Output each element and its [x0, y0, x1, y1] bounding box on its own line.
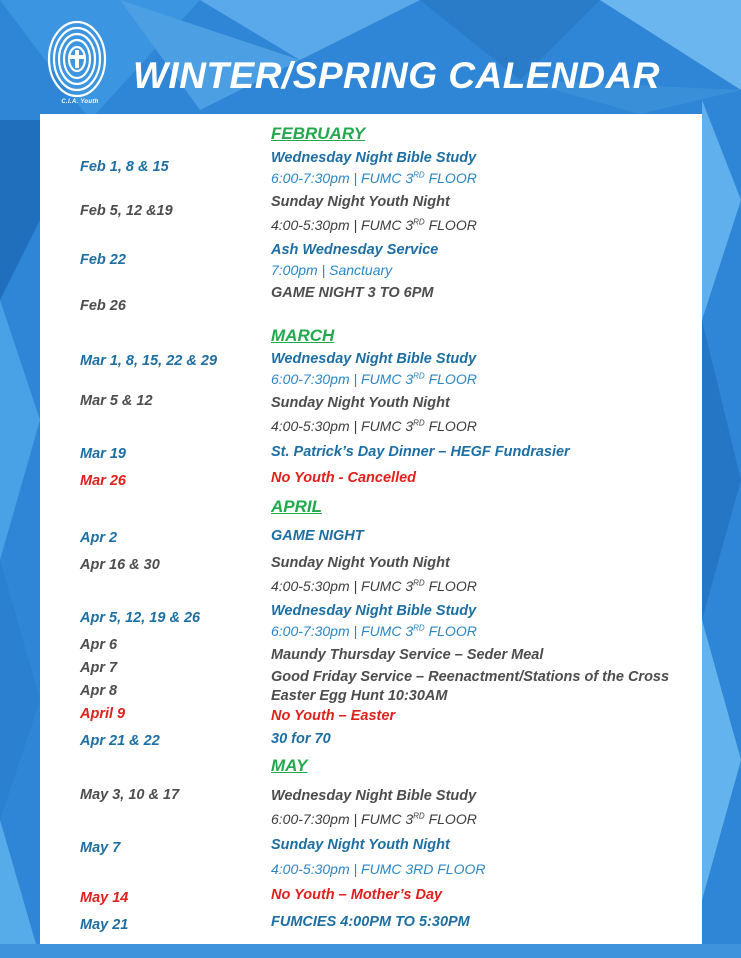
event-title: Wednesday Night Bible Study	[271, 150, 477, 166]
month-heading-march: MARCH	[271, 326, 335, 345]
event-date: Feb 5, 12 &19	[80, 203, 173, 219]
event-date: May 7	[80, 840, 121, 856]
event-date: Apr 21 & 22	[80, 733, 160, 749]
event-title: Sunday Night Youth Night	[271, 837, 450, 853]
event-date: May 3, 10 & 17	[80, 787, 180, 803]
event-date: Mar 5 & 12	[80, 393, 153, 409]
event-details: 4:00-5:30pm | FUMC 3RD FLOOR	[271, 861, 486, 877]
event-date: Apr 7	[80, 660, 118, 676]
event-details: 6:00-7:30pm | FUMC 3RD FLOOR	[271, 170, 477, 186]
event-date: Mar 19	[80, 446, 126, 462]
event-date: Apr 5, 12, 19 & 26	[80, 610, 201, 626]
event-details: 6:00-7:30pm | FUMC 3RD FLOOR	[271, 371, 477, 387]
event-title: Wednesday Night Bible Study	[271, 351, 477, 367]
event-date: Apr 8	[80, 683, 118, 699]
event-title: Good Friday Service – Reenactment/Stations of the Cross	[271, 669, 670, 685]
event-title: St. Patrick’s Day Dinner – HEGF Fundrasier	[271, 444, 570, 460]
event-title: FUMCIES 4:00PM TO 5:30PM	[271, 914, 470, 930]
event-title: Wednesday Night Bible Study	[271, 603, 477, 619]
month-heading-february: FEBRUARY	[271, 124, 366, 143]
month-heading-may: MAY	[271, 756, 308, 775]
event-date: Mar 26	[80, 473, 126, 489]
page-title: WINTER/SPRING CALENDAR	[133, 55, 660, 96]
event-date: May 21	[80, 917, 129, 933]
event-title: Wednesday Night Bible Study	[271, 788, 477, 804]
event-details: 6:00-7:30pm | FUMC 3RD FLOOR	[271, 811, 477, 827]
event-title: No Youth – Easter	[271, 708, 396, 724]
event-details: 4:00-5:30pm | FUMC 3RD FLOOR	[271, 217, 477, 233]
event-date: Feb 22	[80, 252, 126, 268]
event-date: Apr 6	[80, 637, 118, 653]
event-date: Feb 1, 8 & 15	[80, 159, 169, 175]
event-title: GAME NIGHT 3 TO 6PM	[271, 285, 434, 301]
event-date: April 9	[80, 706, 126, 722]
event-date: Mar 1, 8, 15, 22 & 29	[80, 353, 218, 369]
event-details: 7:00pm | Sanctuary	[271, 262, 393, 278]
event-details: 6:00-7:30pm | FUMC 3RD FLOOR	[271, 623, 477, 639]
event-title: GAME NIGHT	[271, 528, 364, 544]
event-details: 4:00-5:30pm | FUMC 3RD FLOOR	[271, 418, 477, 434]
event-title: Maundy Thursday Service – Seder Meal	[271, 647, 544, 663]
event-title: Ash Wednesday Service	[271, 242, 439, 258]
event-date: May 14	[80, 890, 129, 906]
event-title: No Youth – Mother’s Day	[271, 887, 443, 903]
event-title: 30 for 70	[271, 731, 331, 747]
event-title: Sunday Night Youth Night	[271, 194, 450, 210]
event-title: No Youth - Cancelled	[271, 470, 417, 486]
calendar-panel	[40, 114, 702, 944]
event-date: Apr 16 & 30	[80, 557, 160, 573]
event-title: Sunday Night Youth Night	[271, 395, 450, 411]
month-heading-april: APRIL	[271, 497, 322, 516]
event-details: 4:00-5:30pm | FUMC 3RD FLOOR	[271, 578, 477, 594]
event-date: Feb 26	[80, 298, 126, 314]
logo-caption: C.I.A. Youth	[61, 99, 99, 105]
event-date: Apr 2	[80, 530, 118, 546]
event-title: Sunday Night Youth Night	[271, 555, 450, 571]
event-title: Easter Egg Hunt 10:30AM	[271, 688, 448, 704]
